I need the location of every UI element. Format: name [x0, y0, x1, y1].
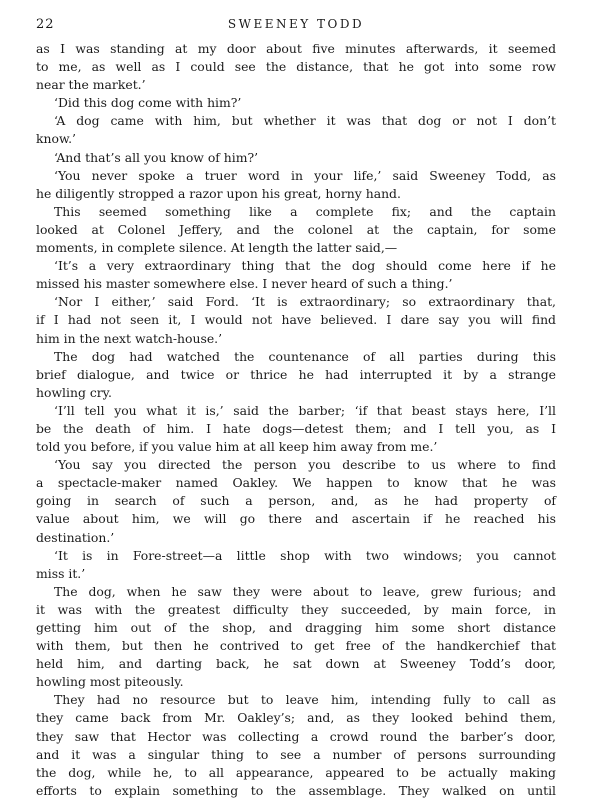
text-line: getting him out of the shop, and dragging him some short distance	[36, 620, 556, 635]
text-line: and it was a singular thing to see a number of persons surrounding	[36, 746, 556, 762]
text-line: brief dialogue, and twice or thrice he had interrupted it by a strange	[36, 366, 556, 382]
body-text	[36, 40, 556, 800]
text-line: howling most piteously.	[36, 674, 184, 690]
text-line: looked at Colonel Jeffery, and the colonel at the captain, for some	[36, 221, 556, 237]
text-line: as I was standing at my door about five minutes afterwards, it seemed	[36, 41, 556, 56]
text-line: they saw that Hector was collecting a crowd round the barber’s door,	[36, 728, 556, 744]
text-line: if I had not seen it, I would not have believed. I dare say you will find	[36, 312, 556, 328]
text-line: ‘Nor I either,’ said Ford. ‘It is extraordinary; so extraordinary that,	[54, 294, 556, 310]
text-line: ‘Did this dog come with him?’	[54, 95, 242, 111]
text-line: ‘You say you directed the person you describe to us where to find	[54, 457, 556, 473]
text-line: howling cry.	[36, 384, 112, 400]
text-line: ‘I’ll tell you what it is,’ said the barber; ‘if that beast stays here, I’ll	[54, 402, 556, 418]
text-line: it was with the greatest difficulty they succeeded, by main force, in	[36, 601, 556, 617]
text-line: with them, but then he contrived to get free of the handkerchief that	[36, 638, 556, 654]
text-line: to me, as well as I could see the distance, that he got into some row	[36, 59, 556, 75]
text-line: told you before, if you value him at all keep him away from me.’	[36, 439, 438, 455]
text-line: he diligently stropped a razor upon his great, horny hand.	[36, 185, 401, 201]
text-line: they came back from Mr. Oakley’s; and, as they looked behind them,	[36, 710, 556, 726]
text-line: destination.’	[36, 529, 115, 545]
text-line: value about him, we will go there and ascertain if he reached his	[36, 511, 556, 527]
text-line: They had no resource but to leave him, intending fully to call as	[54, 692, 556, 708]
text-line: moments, in complete silence. At length the latter said,—	[36, 240, 398, 256]
page-number: 22	[36, 17, 55, 32]
running-head: SWEENEY TODD	[227, 17, 365, 31]
text-line: know.’	[36, 131, 76, 147]
text-line: a spectacle-maker named Oakley. We happen to know that he was	[36, 475, 556, 491]
text-line: The dog, when he saw they were about to leave, grew furious; and	[54, 583, 556, 599]
text-line: The dog had watched the countenance of all parties during this	[54, 348, 556, 364]
text-line: efforts to explain something to the assemblage. They walked on until	[36, 782, 556, 798]
page-header	[36, 17, 556, 41]
text-line: the dog, while he, to all appearance, appeared to be actually making	[36, 764, 556, 780]
text-line: This seemed something like a complete fix; and the captain	[54, 203, 556, 219]
text-line: ‘It is in Fore-street—a little shop with two windows; you cannot	[54, 547, 556, 563]
text-line: held him, and darting back, he sat down at Sweeney Todd’s door,	[36, 656, 556, 672]
text-line: him in the next watch-house.’	[36, 330, 223, 346]
text-line: ‘It’s a very extraordinary thing that the dog should come here if he	[54, 258, 556, 274]
text-line: missed his master somewhere else. I never heard of such a thing.’	[36, 276, 453, 292]
text-line: ‘You never spoke a truer word in your life,’ said Sweeney Todd, as	[54, 167, 556, 183]
text-line: miss it.’	[36, 565, 86, 581]
text-line: ‘And that’s all you know of him?’	[54, 149, 259, 165]
text-line: going in search of such a person, and, as he had property of	[36, 493, 556, 509]
text-line: be the death of him. I hate dogs—detest them; and I tell you, as I	[36, 420, 556, 436]
text-line: near the market.’	[36, 77, 146, 93]
text-line: ‘A dog came with him, but whether it was that dog or not I don’t	[54, 113, 556, 129]
